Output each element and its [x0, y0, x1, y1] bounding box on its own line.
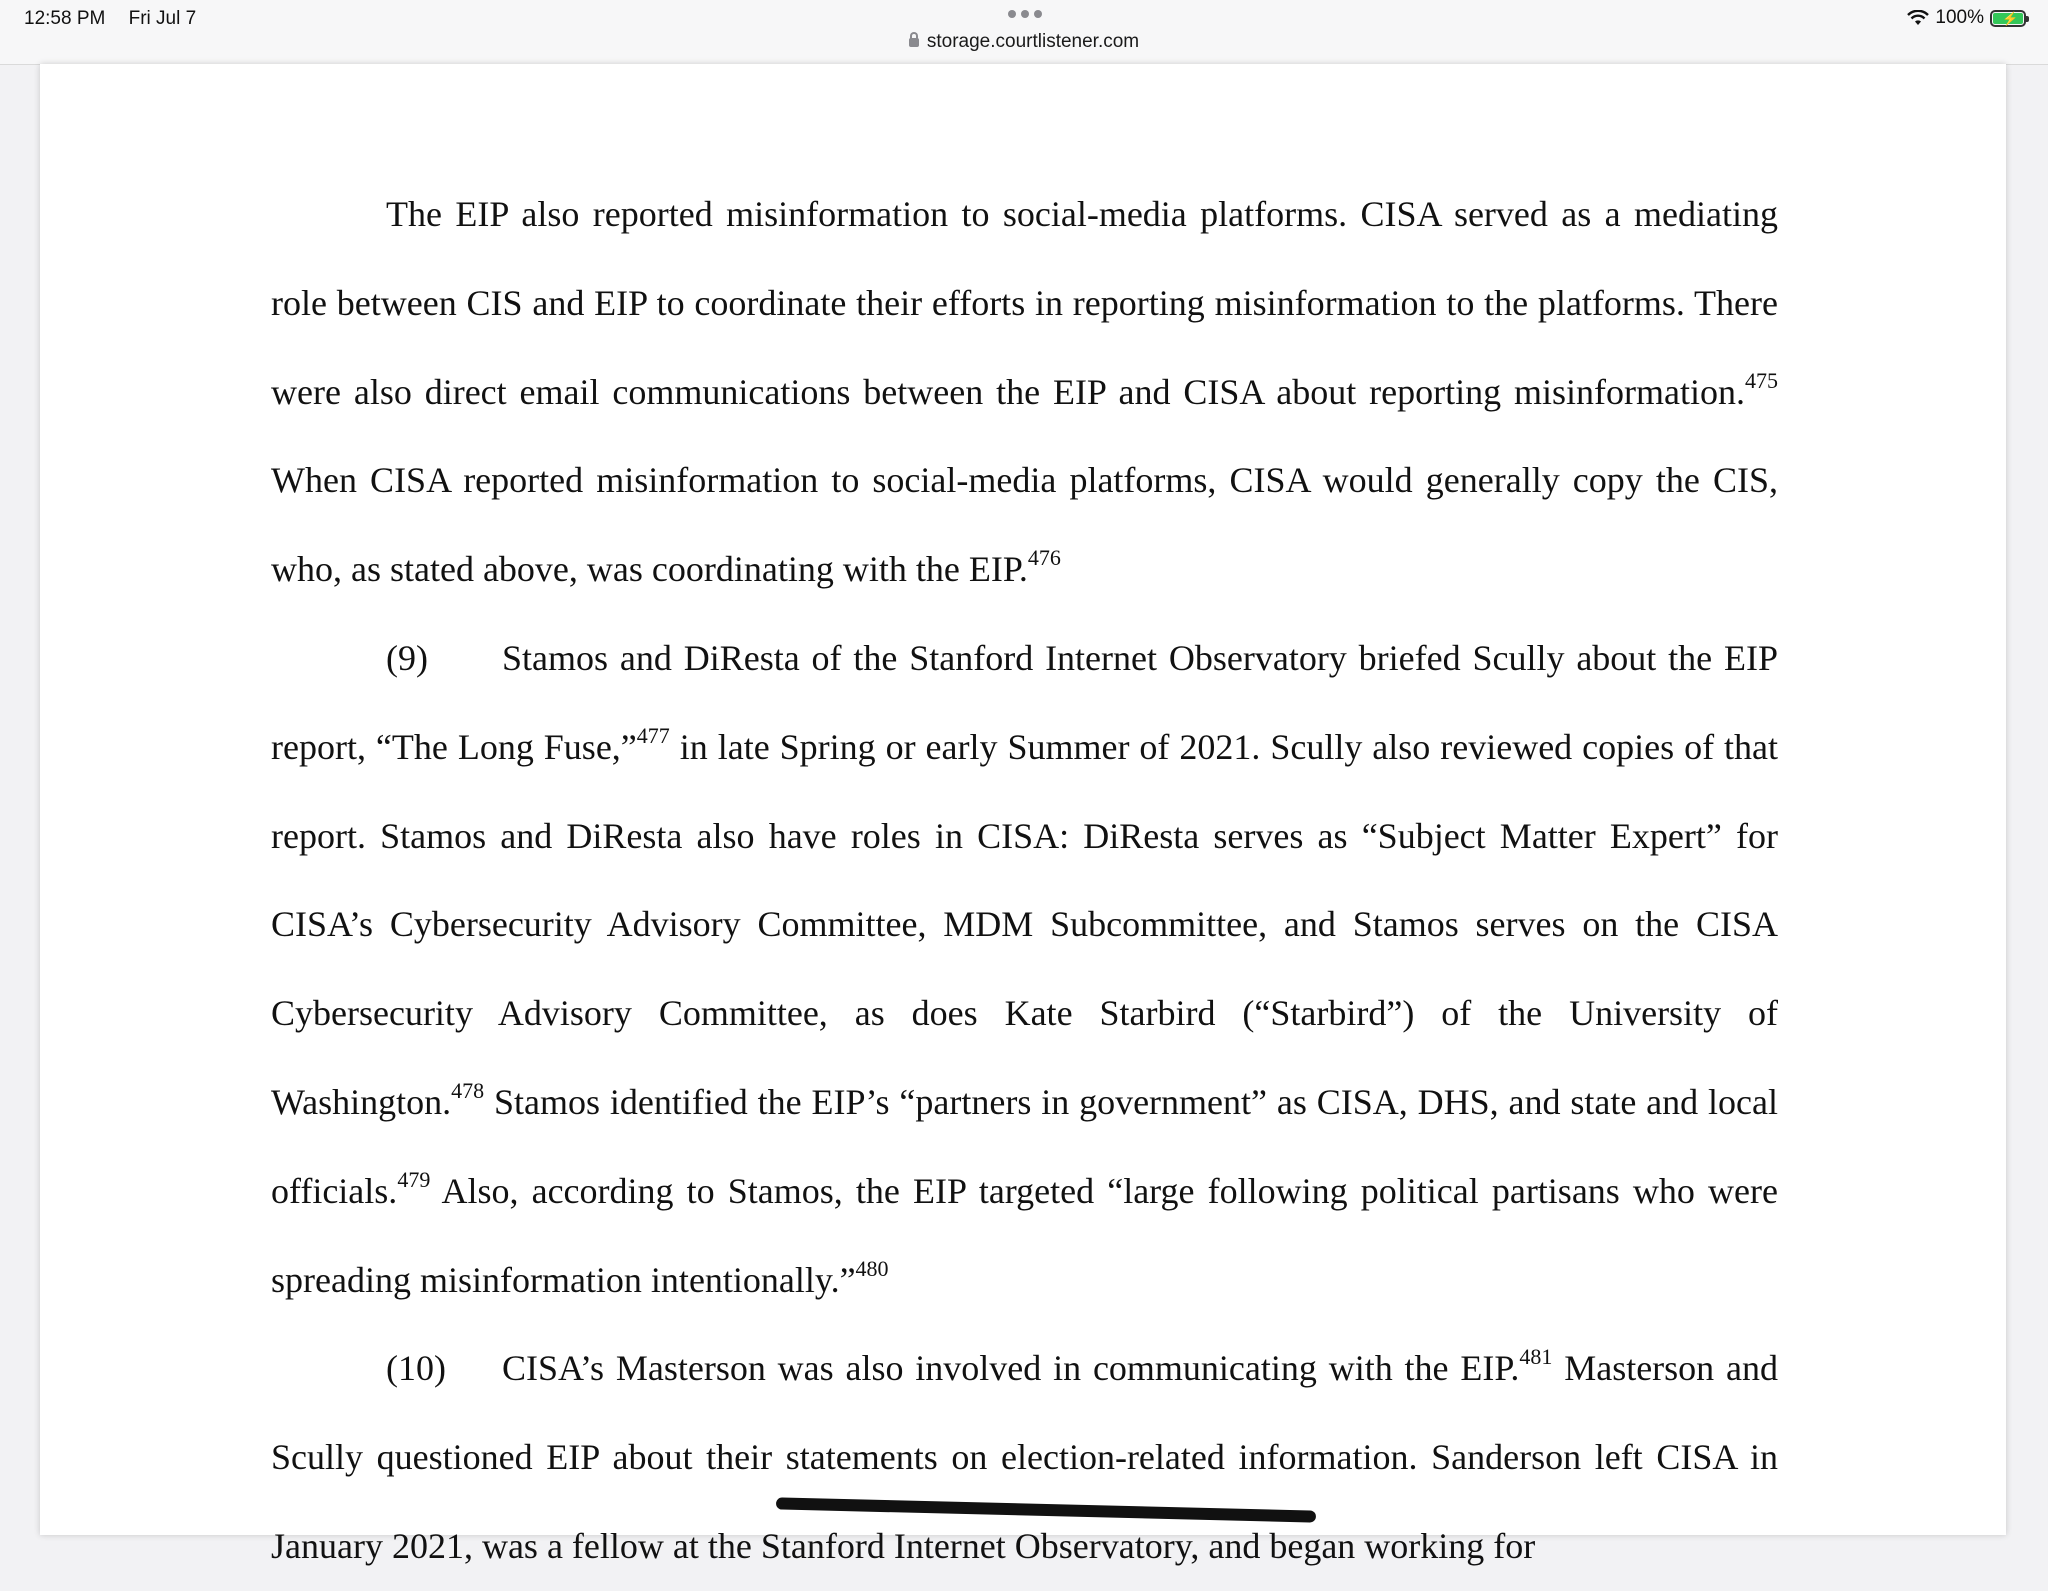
paragraph-eip-reporting: The EIP also reported misinformation to social-media platforms. CISA served as a mediating role between CIS and EIP to coordinate their efforts in reporting misinformation to the platforms. There were also direct email communications between the EIP and CISA about reporting misinformation.$^{475}$ When CISA reported misinformation to social-media platforms, CISA would generally copy the CIS, who, as stated above, was coordinating with the EIP.$^{476}$ [271, 194, 1778, 590]
paragraph-10: (10) CISA’s Masterson was also involved in communicating with the EIP.$^{481}$ Masterson and Scully questioned EIP about their statements on election-related information. Sanderson left CISA in January 2021, was a fellow at the Stanford Internet Observatory, and began working for [271, 1324, 1778, 1590]
lock-icon [909, 38, 919, 47]
url-text: storage.courtlistener.com [926, 31, 1140, 52]
footnote-480[interactable]: 480 [855, 1255, 889, 1281]
footnote-479[interactable]: 479 [397, 1166, 431, 1192]
wifi-icon [1907, 10, 1929, 26]
status-bar-left [24, 8, 214, 30]
multitasking-dots-icon[interactable] [1008, 10, 1042, 18]
footnote-478[interactable]: 478 [451, 1077, 485, 1103]
paragraph-number: (9) [386, 637, 428, 678]
footnote-475[interactable]: 475 [1745, 367, 1778, 393]
battery-icon [1990, 10, 2026, 27]
battery-percentage: 100% [1935, 7, 1984, 28]
status-date: Fri Jul 7 [128, 8, 197, 29]
status-time: 12:58 PM [24, 8, 106, 29]
document-body [271, 170, 1778, 1591]
status-and-address-bar [0, 0, 2048, 65]
paragraph-9: (9) Stamos and DiResta of the Stanford Internet Observatory briefed Scully about the EIP report, “The Long Fuse,”$^{477}$ in late Spring or early Summer of 2021. Scully also reviewed copies of that report. Stamos and DiResta also have roles in CISA: DiResta serves as “Subject Matter Expert” for CISA’s Cybersecurity Advisory Committee, MDM Subcommittee, and Stamos serves on the CISA Cybersecurity Advisory Committee, as does Kate Starbird (“Starbird”) of the University of Washington.$^{478}$ Stamos identified the EIP’s “partners in government” as CISA, DHS, and state and local officials.$^{479}$ Also, according to Stamos, the EIP targeted “large following political partisans who were spreading misinformation intentionally.”$^{480}$ [271, 614, 1778, 1324]
address-bar[interactable] [0, 31, 2048, 53]
document-page[interactable] [40, 64, 2006, 1566]
charging-bolt-icon: ⚡ [2002, 10, 2019, 26]
paragraph-number: (10) [386, 1348, 446, 1389]
status-bar-right [1907, 7, 2026, 29]
footnote-481[interactable]: 481 [1519, 1344, 1553, 1370]
footnote-477[interactable]: 477 [636, 722, 670, 748]
footnote-476[interactable]: 476 [1027, 545, 1061, 571]
